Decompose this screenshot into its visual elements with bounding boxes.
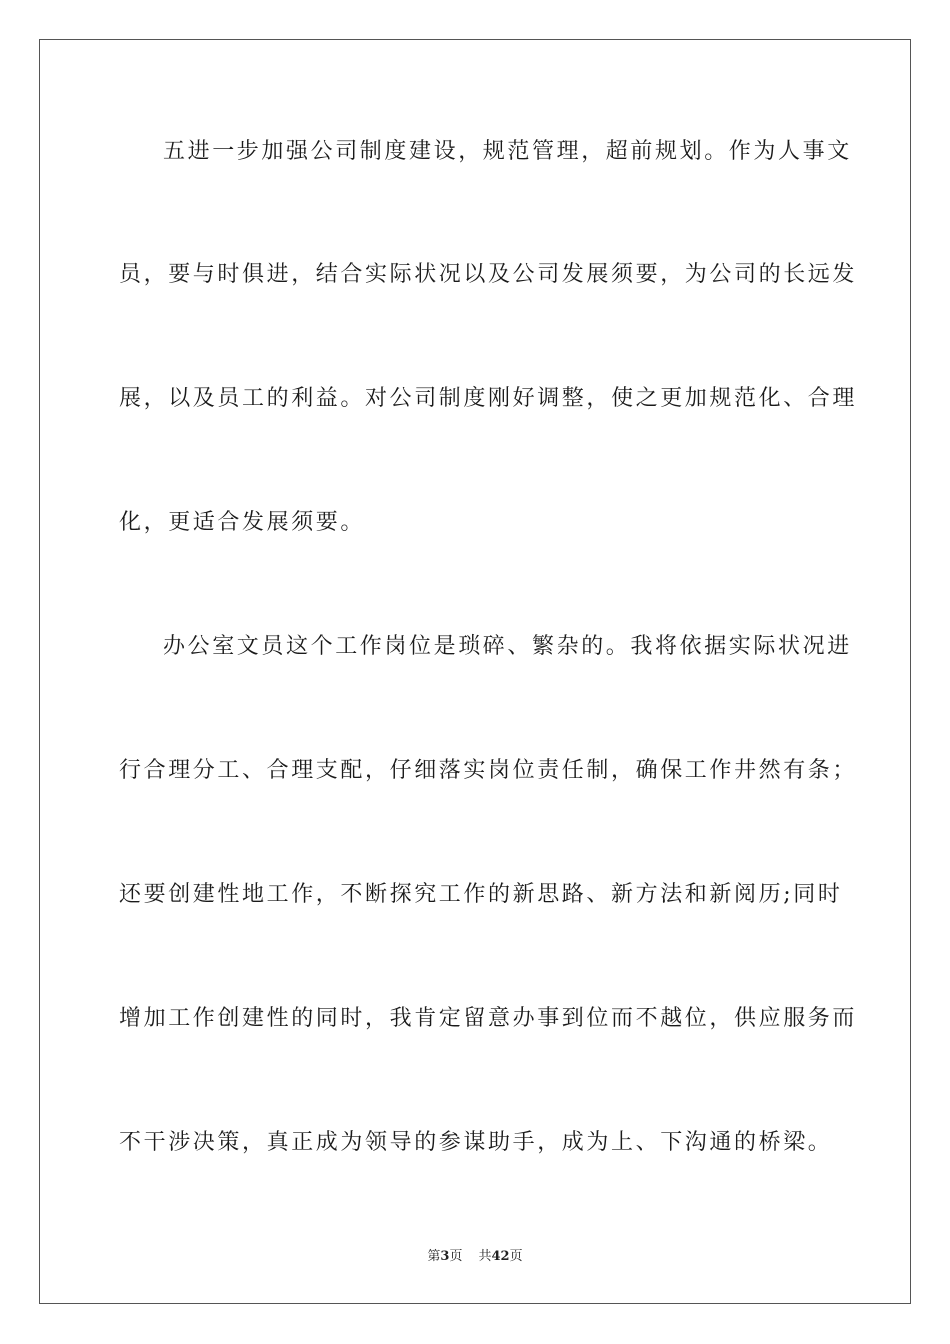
page-prefix: 第 — [427, 1249, 441, 1264]
paragraph-2-line-1: 办公室文员这个工作岗位是琐碎、繁杂的。我将依据实际状况进 — [163, 634, 852, 659]
paragraph-1-line-4: 化，更适合发展须要。 — [119, 510, 366, 535]
page-suffix: 页 — [449, 1249, 463, 1264]
paragraph-1-line-1: 五进一步加强公司制度建设，规范管理，超前规划。作为人事文 — [163, 139, 852, 164]
total-suffix: 页 — [509, 1249, 523, 1264]
current-page-number: 3 — [440, 1249, 450, 1264]
paragraph-2-line-5: 不干涉决策，真正成为领导的参谋助手，成为上、下沟通的桥梁。 — [119, 1130, 833, 1155]
paragraph-1-line-3: 展，以及员工的利益。对公司制度刚好调整，使之更加规范化、合理 — [119, 386, 858, 411]
paragraph-2-line-2: 行合理分工、合理支配，仔细落实岗位责任制，确保工作井然有条； — [119, 758, 858, 783]
page-footer — [0, 1248, 950, 1266]
paragraph-1-line-2: 员，要与时俱进，结合实际状况以及公司发展须要，为公司的长远发 — [119, 262, 858, 287]
total-page-count: 42 — [491, 1249, 510, 1264]
paragraph-2-line-3: 还要创建性地工作，不断探究工作的新思路、新方法和新阅历;同时 — [119, 882, 843, 907]
page-border — [39, 39, 911, 1304]
total-prefix: 共 — [478, 1249, 492, 1264]
paragraph-2-line-4: 增加工作创建性的同时，我肯定留意办事到位而不越位，供应服务而 — [119, 1006, 858, 1031]
